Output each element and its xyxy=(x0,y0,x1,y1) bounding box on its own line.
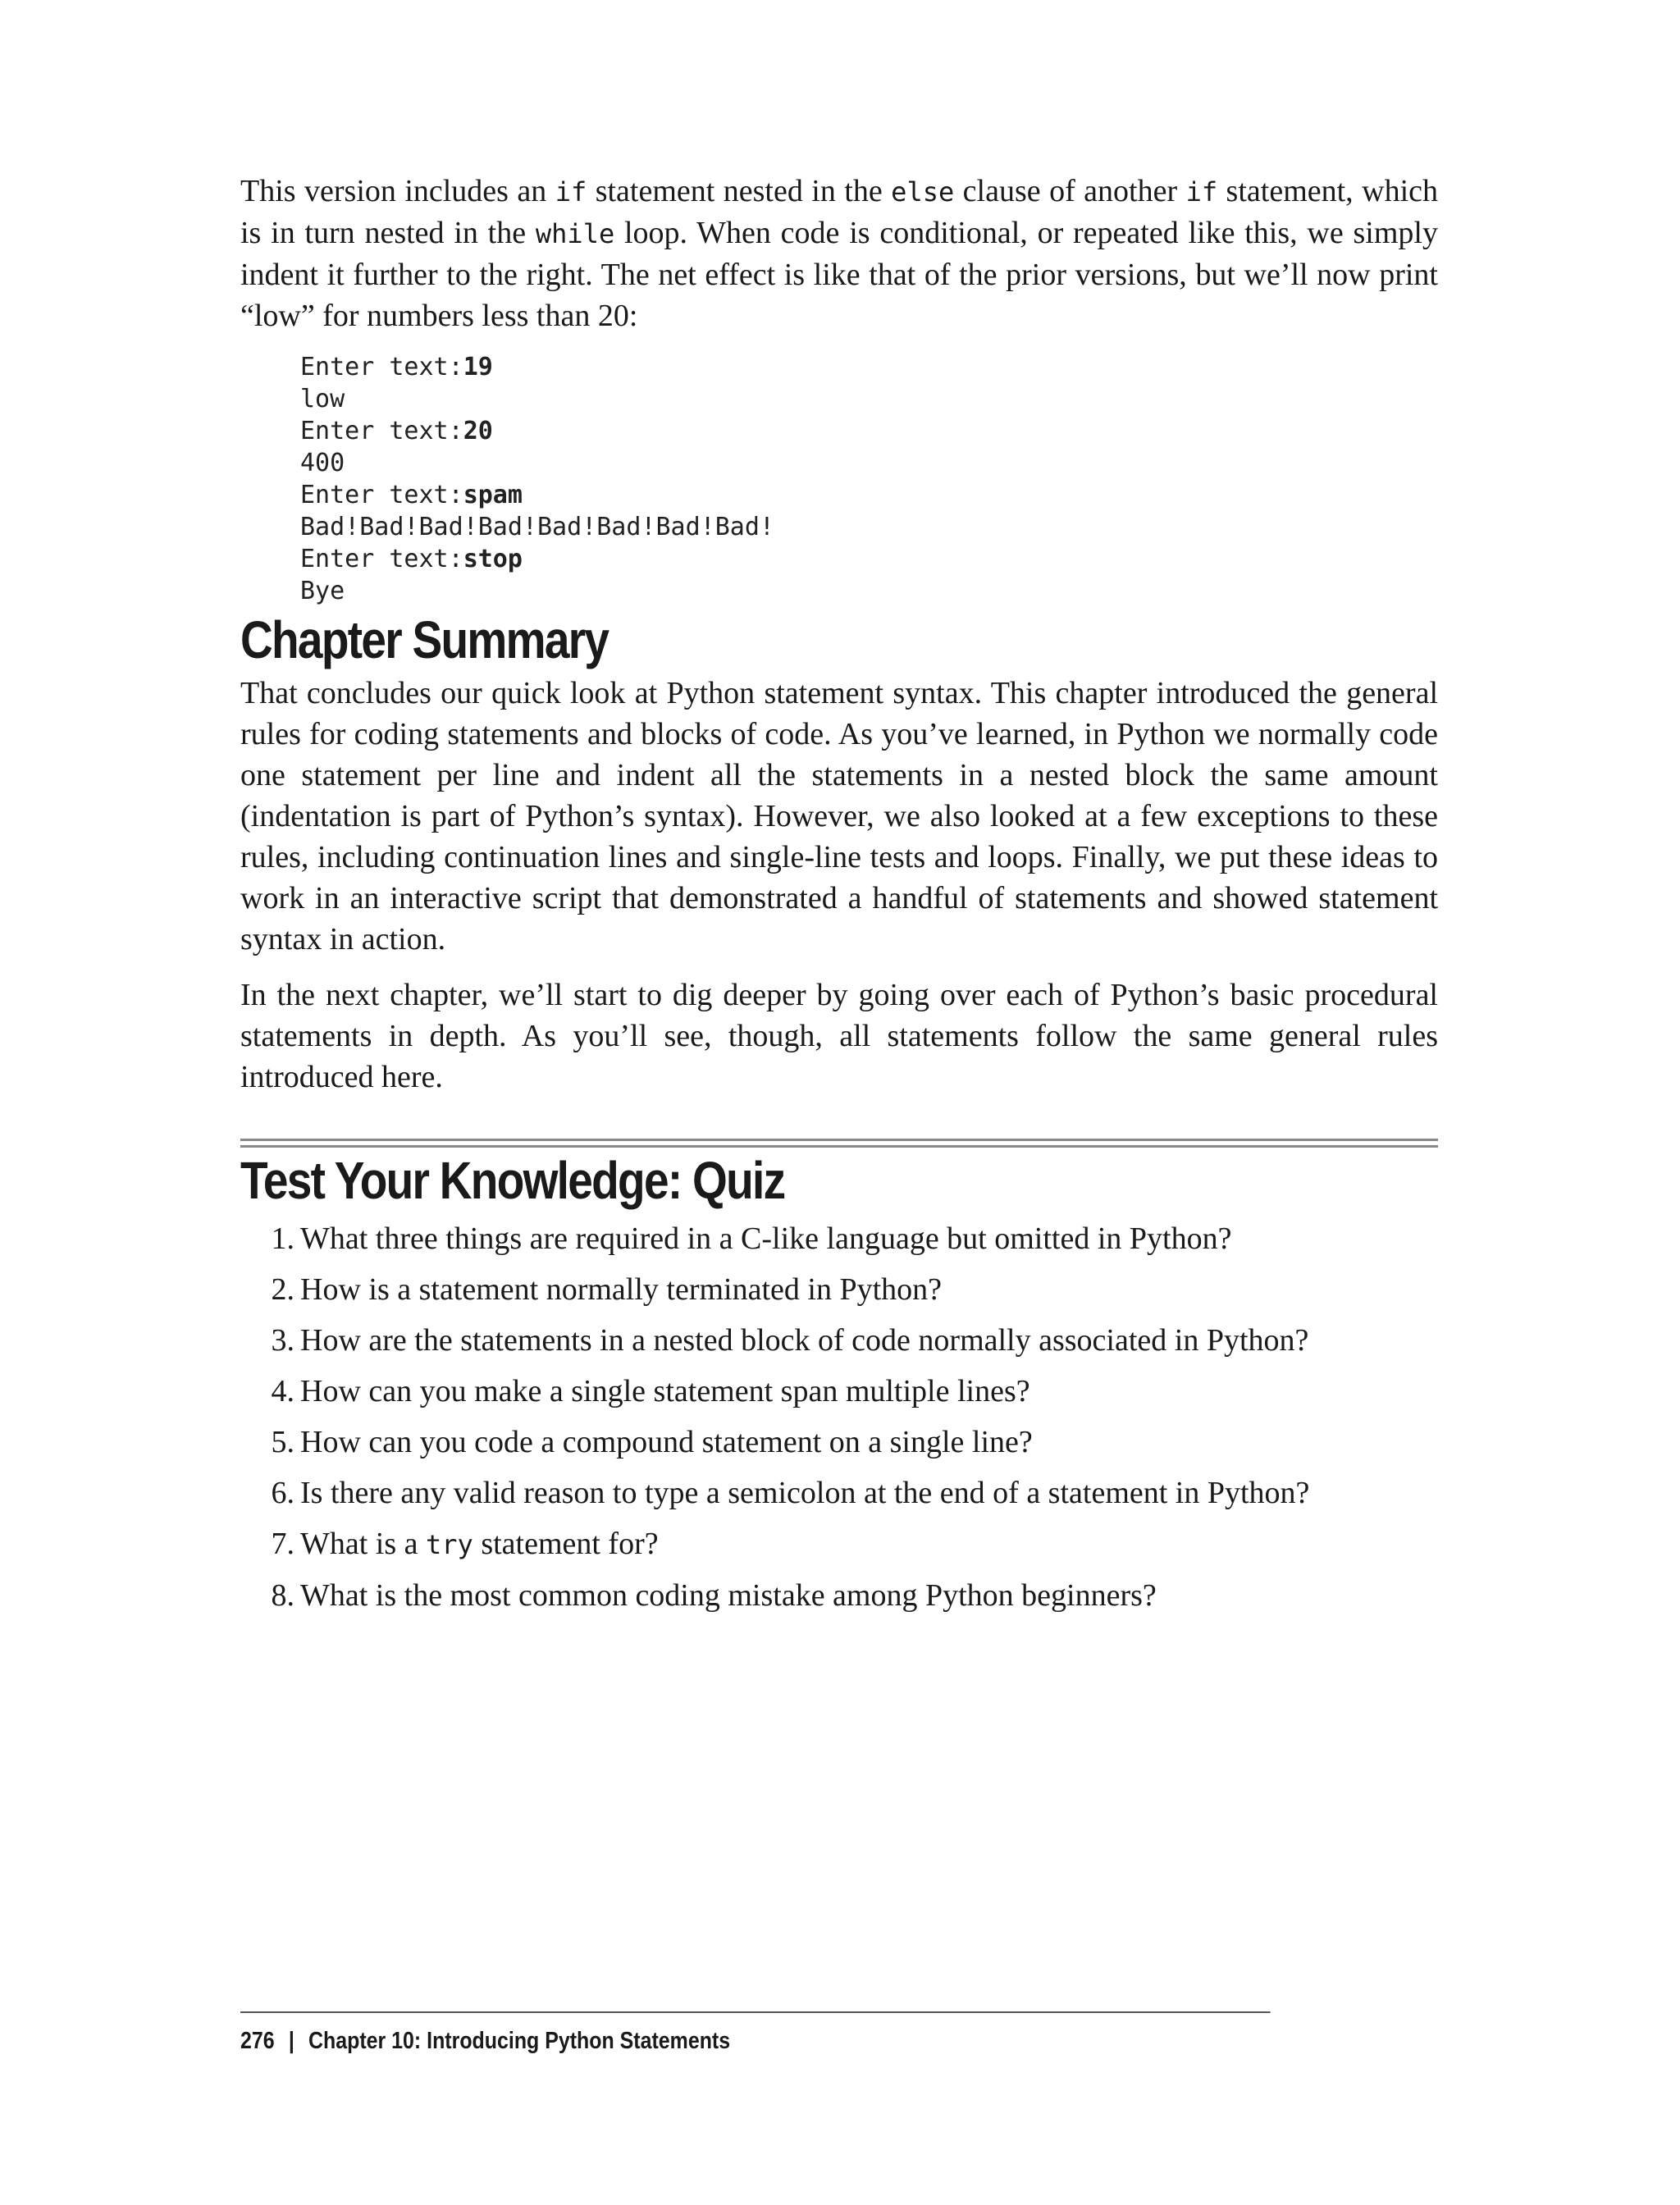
footer-separator: | xyxy=(288,2028,294,2054)
section-heading-summary: Chapter Summary xyxy=(240,610,609,669)
page-content xyxy=(240,171,1438,1621)
inline-code-try: try xyxy=(426,1529,473,1560)
inline-code-if: if xyxy=(555,176,587,208)
intro-text: statement nested in the xyxy=(587,174,892,208)
quiz-item: 6. Is there any valid reason to type a semicolon at the end of a statement in Python? xyxy=(271,1476,1310,1510)
quiz-item: 8. What is the most common coding mistake among Python beginners? xyxy=(271,1578,1157,1613)
quiz-item: 1. What three things are required in a C-like language but omitted in Python? xyxy=(271,1221,1232,1256)
summary-paragraph-2: In the next chapter, we’ll start to dig deeper by going over each of Python’s basic procedural statements in depth. As you’ll see, though, all statements follow the same general rules introduced here. xyxy=(240,978,1438,1094)
code-line: Bye xyxy=(300,577,345,605)
intro-text: statement, which is in turn nested in the xyxy=(240,174,1438,250)
quiz-item: 2. How is a statement normally terminated in Python? xyxy=(271,1272,943,1307)
code-line: low xyxy=(300,385,345,413)
running-chapter-title: Chapter 10: Introducing Python Statements xyxy=(308,2028,731,2054)
code-line: 400 xyxy=(300,449,345,477)
intro-text: loop. When code is conditional, or repeated like this, we simply indent it further to the right. The net effect is like that of the prior versions, but we’ll now print “low” for numbers less than 20: xyxy=(240,216,1438,333)
code-line: Enter text:stop xyxy=(300,545,523,573)
section-heading-quiz: Test Your Knowledge: Quiz xyxy=(240,1151,785,1210)
quiz-list xyxy=(240,1213,1438,1621)
code-block xyxy=(300,351,1438,607)
code-line: Enter text:spam xyxy=(300,481,523,509)
inline-code-while: while xyxy=(535,218,615,249)
section-divider xyxy=(240,1139,1438,1148)
code-line: Bad!Bad!Bad!Bad!Bad!Bad!Bad!Bad! xyxy=(300,513,774,541)
inline-code-else: else xyxy=(891,176,955,208)
quiz-item: 3. How are the statements in a nested block of code normally associated in Python? xyxy=(271,1323,1309,1358)
summary-paragraph-1: That concludes our quick look at Python statement syntax. This chapter introduced the general rules for coding statements and blocks of code. As you’ve learned, in Python we normally code one statement per line and indent all the statements in a nested block the same amount (indentation is part of Python’s syntax). However, we also looked at a few exceptions to these rules, including continuation lines and single-line tests and loops. Finally, we put these ideas to work in an interactive script that demonstrated a handful of statements and showed statement syntax in action. xyxy=(240,676,1438,956)
quiz-item: 5. How can you code a compound statement on a single line? xyxy=(271,1425,1033,1459)
intro-text: This version includes an xyxy=(240,174,555,208)
page-footer xyxy=(240,2011,1271,2055)
intro-text: clause of another xyxy=(954,174,1186,208)
inline-code-if: if xyxy=(1185,176,1218,208)
quiz-item: 7. What is a try statement for? xyxy=(271,1527,659,1561)
page-number: 276 xyxy=(240,2028,275,2054)
code-line: Enter text:19 xyxy=(300,353,493,381)
quiz-item: 4. How can you make a single statement span multiple lines? xyxy=(271,1374,1030,1408)
code-line: Enter text:20 xyxy=(300,417,493,445)
intro-paragraph xyxy=(240,171,1438,336)
